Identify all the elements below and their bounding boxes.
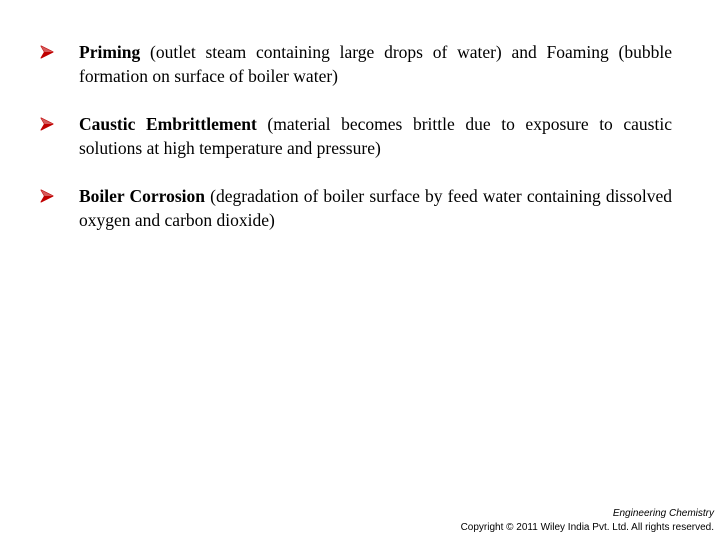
arrowhead-bullet-icon	[40, 40, 56, 64]
bullet-description: (outlet steam containing large drops of water) and Foaming (bubble formation on surface of boiler water)	[79, 42, 672, 86]
footer	[461, 507, 714, 535]
bullet-description: (material becomes brittle due to exposure to caustic solutions at high temperature and pressure)	[79, 114, 672, 158]
bullet-term: Priming	[79, 42, 141, 62]
footer-copyright: Copyright © 2011 Wiley India Pvt. Ltd. All rights reserved.	[460, 522, 714, 533]
bullet-term: Caustic Embrittlement	[79, 114, 257, 134]
bullet-term: Boiler Corrosion	[79, 186, 206, 206]
arrowhead-bullet-icon	[40, 112, 56, 136]
arrowhead-bullet-icon	[40, 184, 56, 208]
bullet-item-boiler-corrosion	[40, 184, 672, 232]
bullet-item-caustic-embrittlement	[40, 112, 672, 160]
bullet-item-priming	[40, 40, 672, 88]
bullet-list	[40, 40, 672, 256]
bullet-description: (degradation of boiler surface by feed water containing dissolved oxygen and carbon dioxide)	[79, 186, 672, 230]
footer-title: Engineering Chemistry	[612, 508, 714, 519]
